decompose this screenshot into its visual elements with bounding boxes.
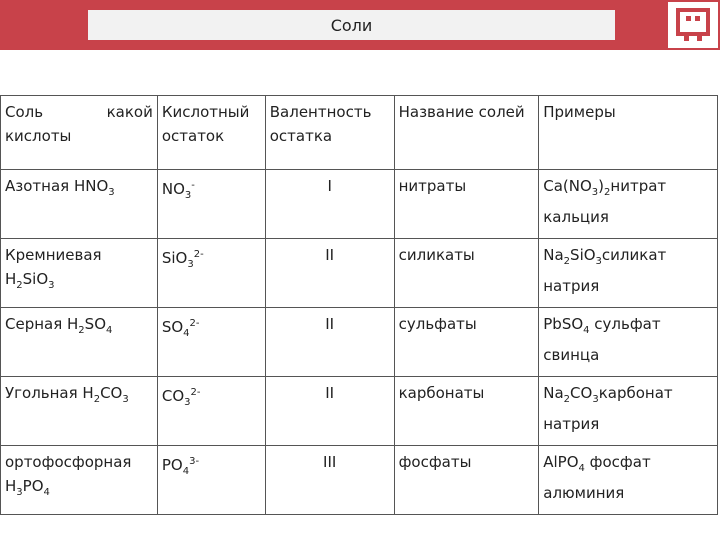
residue-cell: SiO$_3^{2-}$ xyxy=(157,239,265,308)
table-row xyxy=(1,308,718,377)
slide-title: Соли xyxy=(88,10,615,40)
table-row xyxy=(1,377,718,446)
salt-name-cell: карбонаты xyxy=(394,377,539,446)
table-header-row xyxy=(1,96,718,170)
table-row xyxy=(1,170,718,239)
header-examples: Примеры xyxy=(539,96,718,170)
table-row xyxy=(1,446,718,515)
valence-cell: II xyxy=(265,377,394,446)
header-valence: Валентность остатка xyxy=(265,96,394,170)
salts-table xyxy=(0,95,718,515)
acid-cell: Угольная $H_2CO_3$ xyxy=(1,377,158,446)
acid-cell: Кремниевая $H_2SiO_3$ xyxy=(1,239,158,308)
example-cell: $Na_2CO_3карбонат$ натрия xyxy=(539,377,718,446)
valence-cell: II xyxy=(265,239,394,308)
salt-name-cell: фосфаты xyxy=(394,446,539,515)
acid-cell: ортофосфорная $H_3PO_4$ xyxy=(1,446,158,515)
valence-cell: III xyxy=(265,446,394,515)
example-cell: $Ca(NO_3)_2нитрат$ кальция xyxy=(539,170,718,239)
example-cell: AlPO$_4$ фосфат алюминия xyxy=(539,446,718,515)
salt-name-cell: силикаты xyxy=(394,239,539,308)
acid-cell: Серная $H_2SO_4$ xyxy=(1,308,158,377)
header-salt-name: Название солей xyxy=(394,96,539,170)
example-cell: $Na_2SiO_3силикат$ натрия xyxy=(539,239,718,308)
example-cell: PbSO$_4$ сульфат свинца xyxy=(539,308,718,377)
salt-name-cell: сульфаты xyxy=(394,308,539,377)
header-salt-acid: Соль какой кислоты xyxy=(1,96,158,170)
presentation-logo-icon xyxy=(668,2,718,48)
valence-cell: I xyxy=(265,170,394,239)
residue-cell: $PO_4^{3-}$ xyxy=(157,446,265,515)
top-banner xyxy=(0,0,720,50)
residue-cell: $CO_3^{2-}$ xyxy=(157,377,265,446)
valence-cell: II xyxy=(265,308,394,377)
table-row xyxy=(1,239,718,308)
salt-name-cell: нитраты xyxy=(394,170,539,239)
residue-cell: $SO_4^{2-}$ xyxy=(157,308,265,377)
header-residue: Кислотный остаток xyxy=(157,96,265,170)
acid-cell: Азотная $HNO_3$ xyxy=(1,170,158,239)
residue-cell: $NO_3^-$ xyxy=(157,170,265,239)
